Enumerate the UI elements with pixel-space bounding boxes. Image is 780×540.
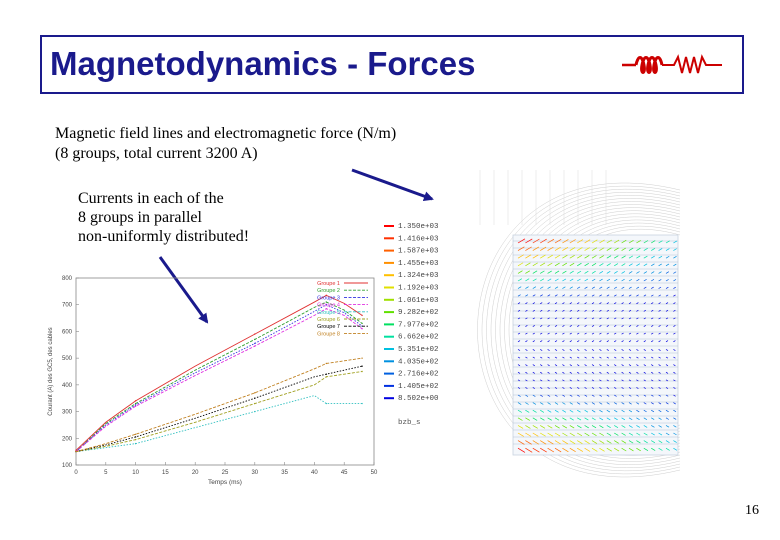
data-point (135, 403, 136, 404)
legend-value: 7.977e+02 (398, 321, 439, 330)
subtitle (55, 124, 396, 164)
data-point (361, 403, 362, 404)
data-point (75, 451, 76, 452)
data-point (326, 403, 327, 404)
data-point (135, 400, 136, 401)
x-tick-label: 15 (162, 470, 169, 476)
legend-value: 4.035e+02 (398, 358, 439, 367)
data-point (135, 439, 136, 440)
data-point (254, 403, 255, 404)
callout-line: 8 groups in parallel (78, 209, 202, 226)
y-tick-label: 400 (61, 382, 72, 389)
series-line (76, 366, 362, 451)
y-tick-label: 800 (61, 276, 72, 282)
legend-value: 6.662e+02 (398, 333, 439, 342)
fem-field-plot (380, 165, 700, 495)
x-tick-label: 35 (281, 470, 288, 476)
subtitle-line: (8 groups, total current 3200 A) (55, 145, 258, 162)
data-point (361, 328, 362, 329)
series-line (76, 358, 362, 452)
series-line (76, 396, 362, 452)
data-point (254, 343, 255, 344)
y-tick-label: 700 (61, 302, 72, 309)
data-point (254, 411, 255, 412)
legend-label: Groupe 5 (317, 309, 340, 316)
x-tick-label: 50 (370, 470, 378, 476)
x-tick-label: 10 (132, 470, 139, 476)
legend-value: 1.455e+03 (398, 259, 439, 268)
legend-value: 2.716e+02 (398, 370, 439, 379)
data-point (135, 406, 136, 407)
x-tick-label: 5 (104, 470, 108, 476)
legend-label: Groupe 2 (317, 288, 340, 295)
x-tick-label: 20 (191, 470, 199, 476)
data-point (361, 357, 362, 358)
x-tick-label: 40 (311, 470, 318, 476)
legend-label: Groupe 4 (317, 302, 340, 309)
resistor-coil-icon (622, 52, 722, 78)
data-point (254, 339, 255, 340)
x-tick-label: 0 (74, 470, 78, 476)
y-tick-label: 200 (61, 436, 72, 443)
legend-value: 9.282e+02 (398, 309, 439, 318)
x-tick-label: 45 (340, 470, 348, 476)
y-tick-label: 500 (61, 356, 72, 363)
data-point (326, 373, 327, 374)
slide-title: Magnetodynamics - Forces (50, 45, 476, 82)
legend-label: Groupe 8 (317, 331, 340, 338)
series-line (76, 372, 362, 452)
data-point (361, 315, 362, 316)
legend-value: 1.350e+03 (398, 223, 439, 231)
data-point (361, 323, 362, 324)
data-point (361, 365, 362, 366)
data-point (254, 392, 255, 393)
legend-label: Groupe 3 (317, 295, 340, 302)
legend-value: 1.192e+03 (398, 284, 439, 293)
callout-text (78, 189, 249, 246)
y-tick-label: 600 (61, 329, 72, 336)
legend-value: 1.324e+03 (398, 272, 439, 281)
data-point (326, 363, 327, 364)
legend-value: 8.502e+00 (398, 395, 439, 404)
subtitle-line: Magnetic field lines and electromagnetic force (N/m) (55, 125, 397, 142)
page-number: 16 (745, 503, 759, 518)
legend-label: Groupe 6 (317, 317, 340, 323)
data-point (361, 371, 362, 372)
y-tick-label: 300 (61, 409, 72, 416)
x-axis-label: Temps (ms) (208, 479, 242, 486)
callout-line: Currents in each of the (78, 190, 224, 207)
data-point (326, 376, 327, 377)
y-axis-label: Courant (A) des GC5, des cables (48, 327, 54, 416)
legend-value: 1.416e+03 (398, 235, 439, 244)
legend-label: Groupe 7 (317, 324, 340, 331)
data-point (135, 434, 136, 435)
data-point (135, 443, 136, 444)
legend-label: Groupe 1 (317, 281, 340, 287)
data-point (135, 404, 136, 405)
current-chart (42, 270, 382, 490)
x-tick-label: 25 (221, 470, 229, 476)
y-tick-label: 100 (61, 463, 72, 469)
data-point (135, 436, 136, 437)
legend-value: 1.061e+03 (398, 296, 439, 305)
legend-value: 1.587e+03 (398, 247, 439, 256)
data-point (254, 333, 255, 334)
data-point (254, 345, 255, 346)
callout-line: non-uniformly distributed! (78, 228, 250, 245)
legend-caption: bzb_s (398, 419, 421, 427)
legend-value: 5.351e+02 (398, 346, 439, 354)
legend-value: 1.405e+02 (398, 382, 439, 391)
x-tick-label: 30 (251, 470, 259, 476)
data-point (254, 398, 255, 399)
coil-region (513, 235, 678, 455)
